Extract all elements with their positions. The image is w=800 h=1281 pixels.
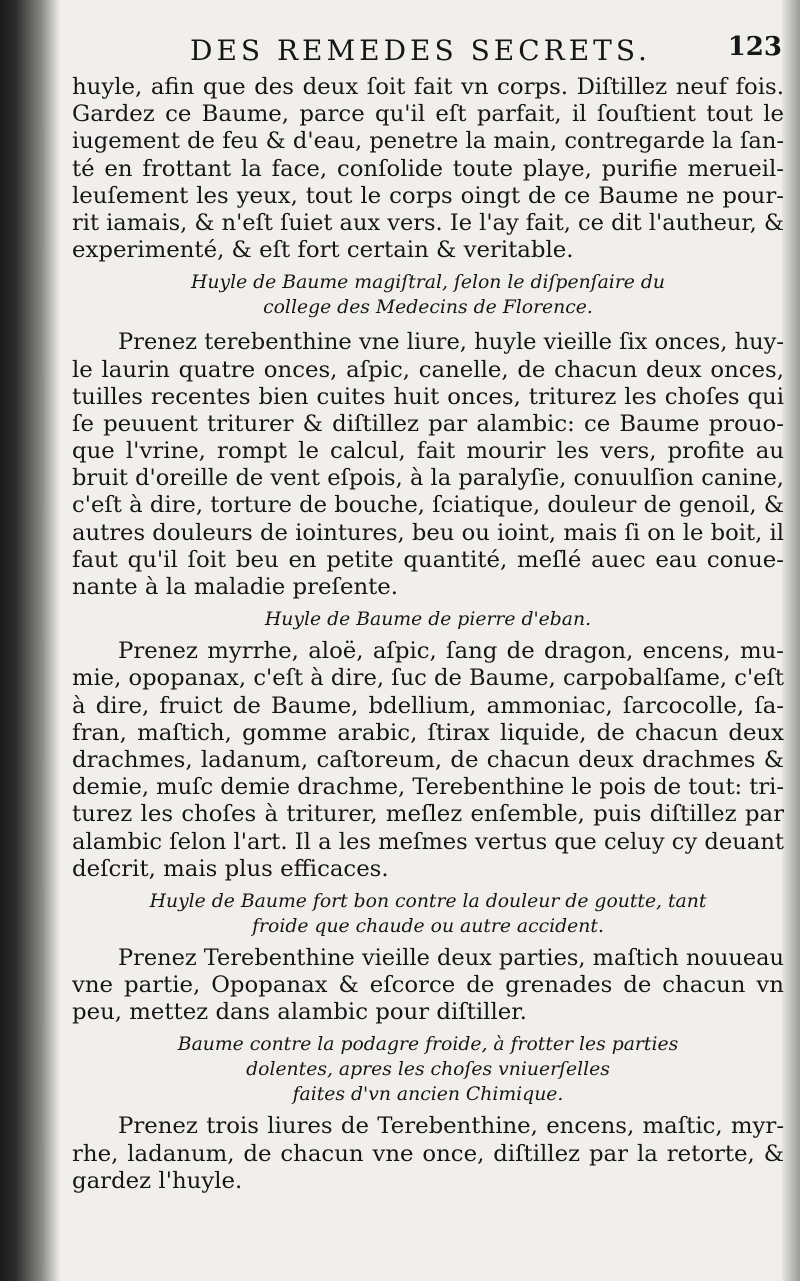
book-gutter-shadow <box>0 0 60 1281</box>
text-line: tuilles recentes bien cuites huit onces, triturez les choſes qui <box>72 383 784 410</box>
section-heading: faites d'vn ancien Chimique. <box>292 1084 564 1106</box>
text-line: bruit d'oreille de vent eſpois, à la paralyſie, conuulſion canine, <box>72 465 784 492</box>
text-line: faut qu'il ſoit beu en petite quantité, meſlé auec eau conue- <box>72 546 784 573</box>
text-line: iugement de feu & d'eau, penetre la main, contregarde la ſan- <box>72 128 784 155</box>
book-page <box>72 28 784 1258</box>
text-line: leuſement les yeux, tout le corps oingt de ce Baume ne pour- <box>72 182 784 209</box>
text-line: gardez l'huyle. <box>72 1167 243 1194</box>
text-line: c'eſt à dire, torture de bouche, ſciatique, douleur de genoil, & <box>72 492 784 519</box>
section-baume-magistral <box>72 270 784 601</box>
running-head-title: DES REMEDES SECRETS. <box>190 34 651 67</box>
text-line: demie, muſc demie drachme, Terebenthine le pois de tout: tri- <box>72 774 784 801</box>
page-number: 123 <box>727 32 782 62</box>
section-continuation <box>72 74 784 264</box>
text-line: à dire, fruict de Baume, bdellium, ammoniac, ſarcocolle, ſa- <box>72 692 784 719</box>
text-line: alambic ſelon l'art. Il a les meſmes vertus que celuy cy deuant <box>72 828 784 855</box>
text-line: ſe peuuent triturer & diſtillez par alambic: ce Baume prouo- <box>72 410 784 437</box>
section-pierre-eban <box>72 607 784 883</box>
text-line: Prenez terebenthine vne liure, huyle vieille ſix onces, huy- <box>118 329 784 356</box>
section-heading: Baume contre la podagre froide, à frotter les parties <box>177 1034 679 1056</box>
text-line: Prenez Terebenthine vieille deux parties, maſtich nouueau <box>118 944 784 971</box>
text-line: fran, maſtich, gomme arabic, ſtirax liquide, de chacun deux <box>72 719 784 746</box>
text-line: que l'vrine, rompt le calcul, fait mourir les vers, profite au <box>72 438 784 465</box>
text-line: Prenez myrrhe, aloë, aſpic, ſang de dragon, encens, mu- <box>118 638 784 665</box>
text-line: drachmes, ladanum, caſtoreum, de chacun deux drachmes & <box>72 746 784 773</box>
text-line: nante à la maladie preſente. <box>72 574 399 600</box>
text-line: turez les choſes à triturer, meſlez enſemble, puis diſtillez par <box>72 801 784 828</box>
text-line: mie, opopanax, c'eſt à dire, ſuc de Baume, carpobalſame, c'eſt <box>72 665 784 692</box>
text-line: deſcrit, mais plus efficaces. <box>72 855 389 882</box>
text-line: vne partie, Opopanax & eſcorce de grenades de chacun vn <box>72 972 784 999</box>
section-goutte <box>72 889 784 1027</box>
text-line: experimenté, & eſt fort certain & veritable. <box>72 237 574 264</box>
text-line: Prenez trois liures de Terebenthine, encens, maſtic, myr- <box>118 1113 784 1140</box>
section-heading: Huyle de Baume magiſtral, ſelon le diſpenſaire du <box>190 272 665 294</box>
section-heading: Huyle de Baume de pierre d'eban. <box>264 609 592 631</box>
text-line: rhe, ladanum, de chacun vne once, diſtillez par la retorte, & <box>72 1140 784 1167</box>
section-heading: college des Medecins de Florence. <box>263 297 593 319</box>
section-podagre <box>72 1032 784 1195</box>
text-line: huyle, afin que des deux ſoit fait vn corps. Diſtillez neuf fois. <box>72 74 784 100</box>
page-edge <box>782 0 800 1281</box>
section-heading: froide que chaude ou autre accident. <box>252 915 604 937</box>
text-line: peu, mettez dans alambic pour diſtiller. <box>72 999 527 1026</box>
text-line: té en frottant la face, conſolide toute playe, purifie merueil- <box>72 155 784 182</box>
text-line: le laurin quatre onces, aſpic, canelle, de chacun deux onces, <box>72 356 784 383</box>
text-line: autres douleurs de iointures, beu ou ioint, mais ſi on le boit, il <box>72 519 784 546</box>
section-heading: Huyle de Baume fort bon contre la douleur de goutte, tant <box>149 890 707 912</box>
running-head <box>72 28 784 74</box>
section-heading: dolentes, apres les choſes vniuerſelles <box>246 1059 610 1081</box>
text-line: rit iamais, & n'eſt ſuiet aux vers. Ie l'ay fait, ce dit l'autheur, & <box>72 209 784 236</box>
text-line: Gardez ce Baume, parce qu'il eſt parfait, il ſouſtient tout le <box>72 101 784 128</box>
